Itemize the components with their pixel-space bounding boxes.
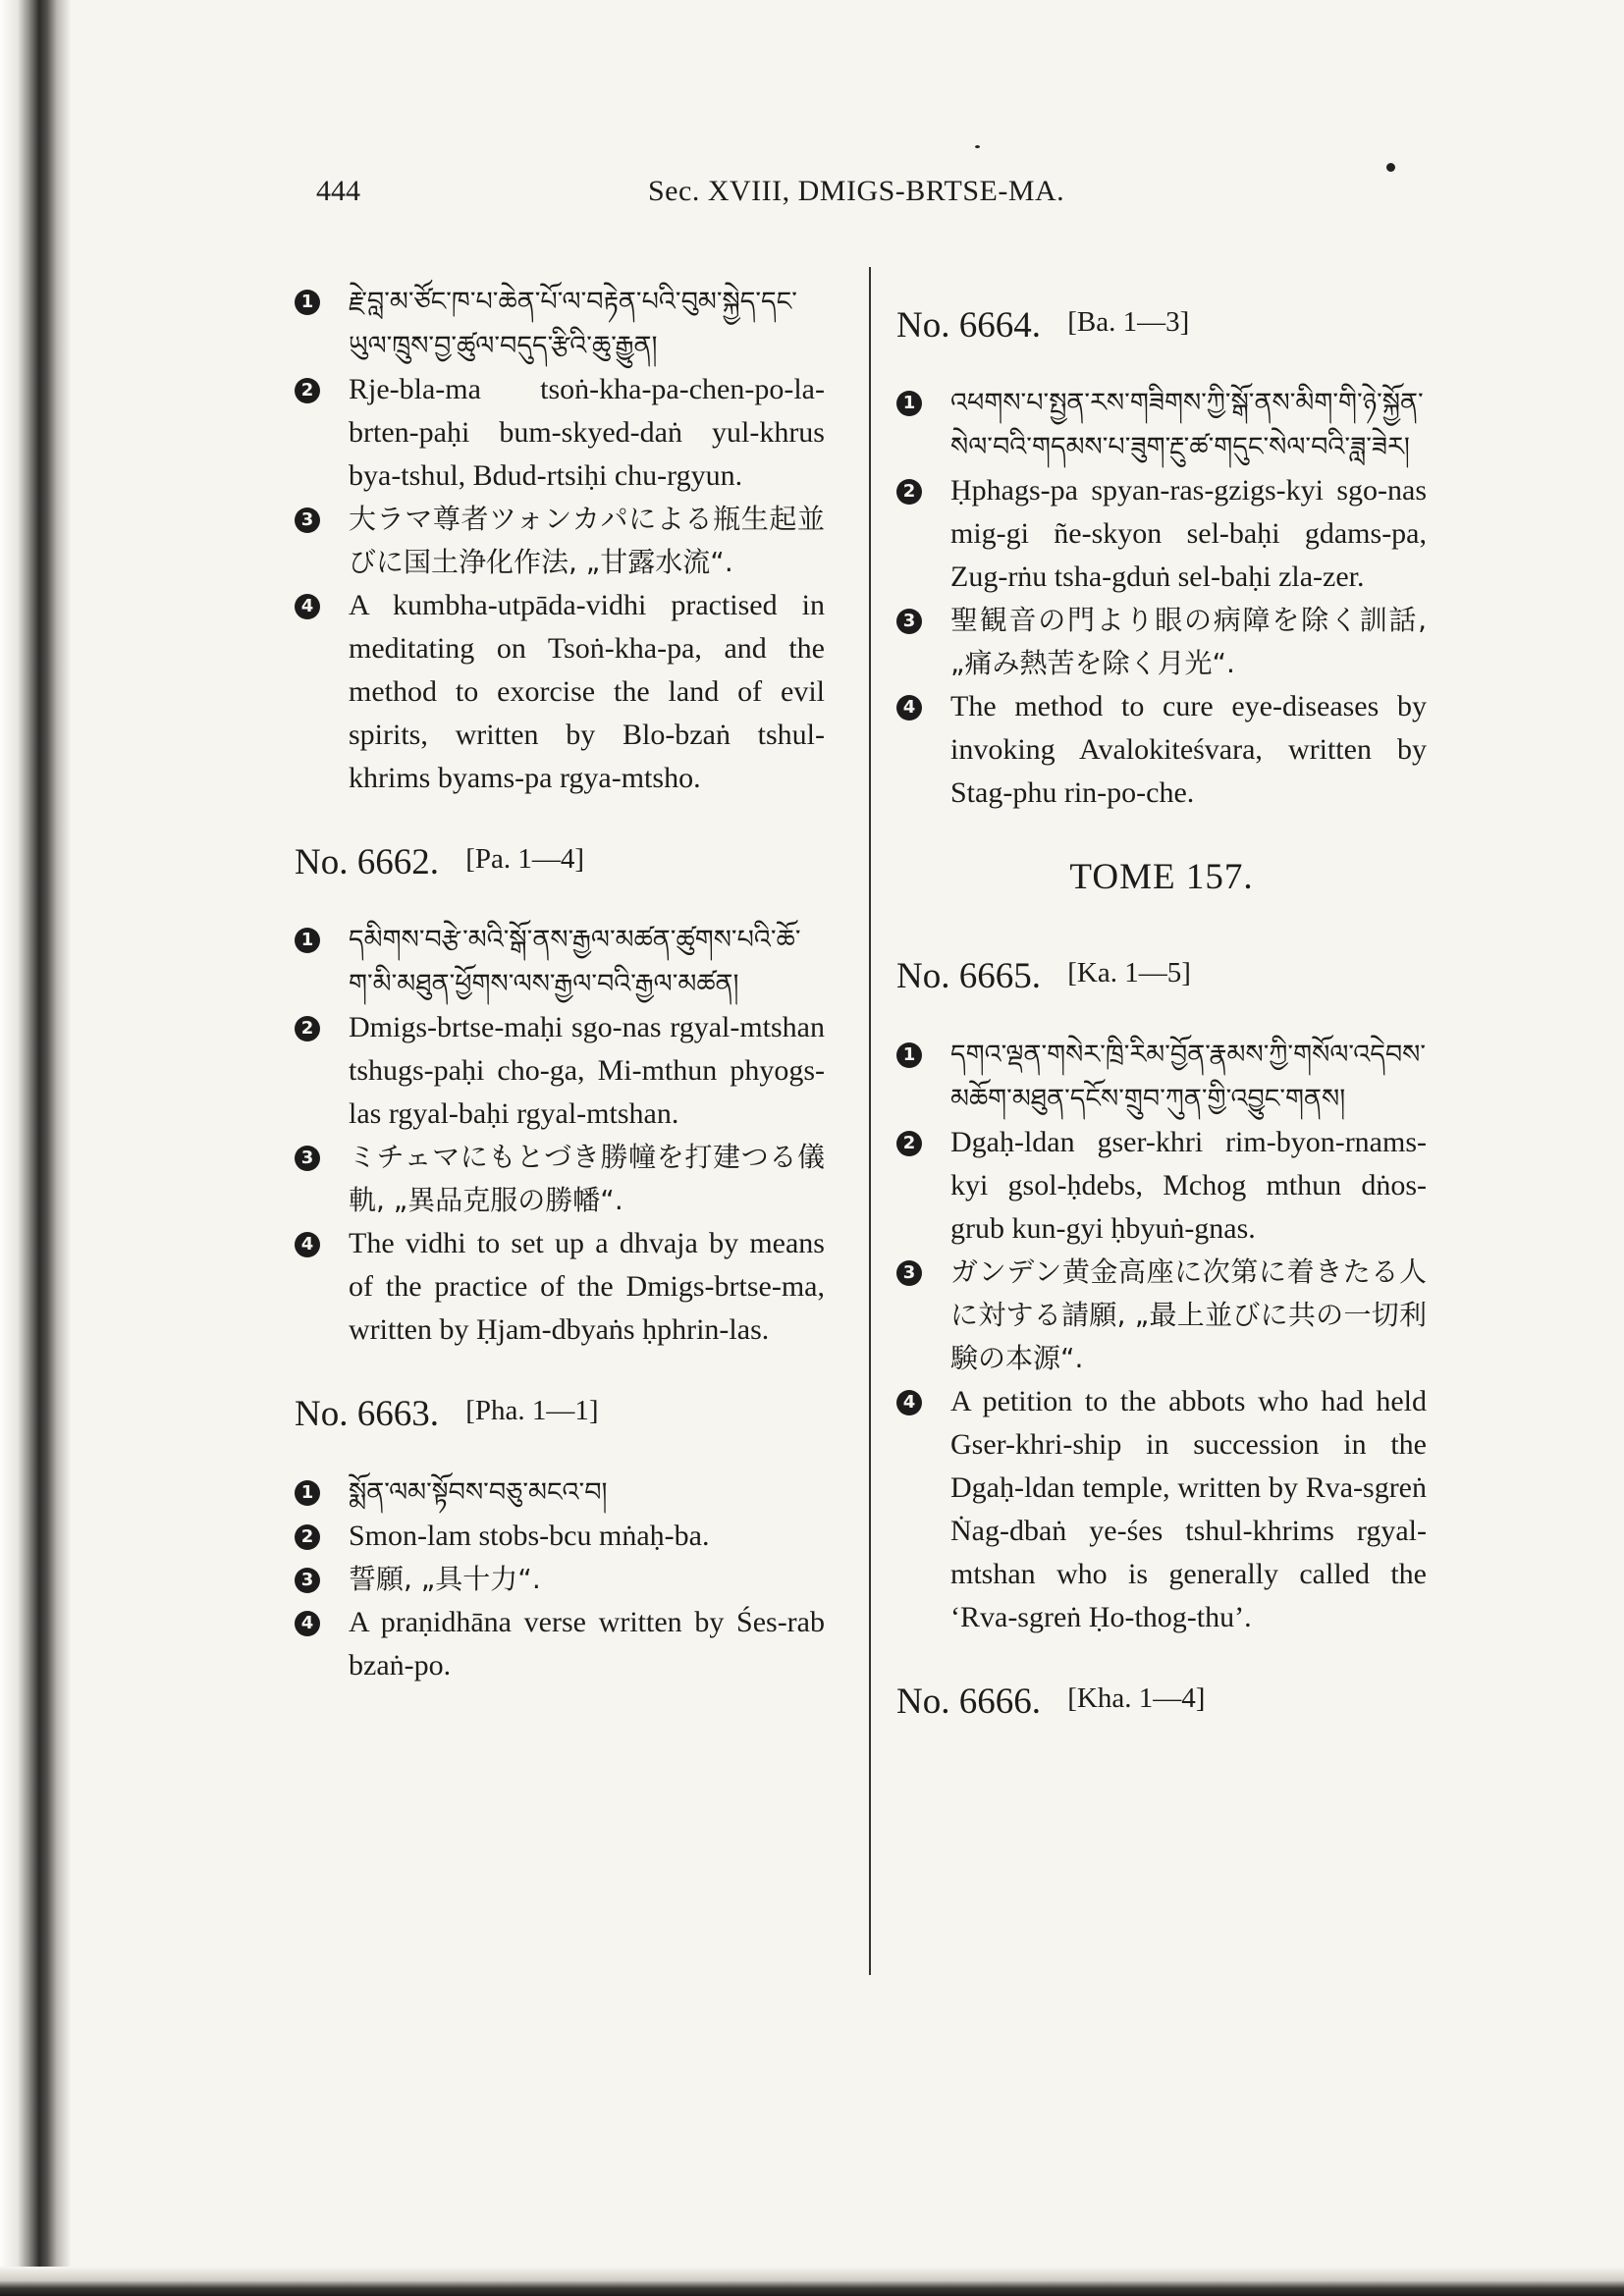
number-2-icon: 2: [896, 479, 922, 505]
catalog-entry: [295, 841, 825, 1352]
entry-heading: [295, 841, 825, 884]
entry-heading: [896, 1681, 1427, 1724]
left-column: [295, 280, 825, 1729]
number-2-icon: 2: [295, 1016, 320, 1041]
ink-speck: [1386, 163, 1395, 172]
japanese-title: 3 ミチェマにもとづき勝幢を打建つる儀軌, „異品克服の勝幡“.: [295, 1136, 825, 1222]
right-column: [896, 304, 1427, 1765]
number-4-icon: 4: [295, 1232, 320, 1257]
ink-speck: [975, 145, 980, 148]
page-number: 444: [316, 175, 360, 207]
catalog-entry: [295, 280, 825, 800]
running-title: Sec. XVIII, DMIGS-BRTSE-MA.: [648, 175, 1065, 207]
number-2-icon: 2: [896, 1131, 922, 1156]
page-bottom-edge: [0, 2267, 1624, 2296]
entry-heading: [896, 304, 1427, 347]
number-1-icon: 1: [295, 290, 320, 315]
number-3-icon: 3: [295, 1568, 320, 1593]
english-description: 4 The vidhi to set up a dhvaja by means of the practice of the Dmigs-brtse-ma, written by Ḥjam-dbyaṅs ḥphrin-las.: [295, 1222, 825, 1352]
entry-number: No. 6666.: [896, 1681, 1041, 1722]
number-1-icon: 1: [896, 1042, 922, 1068]
volume-reference: [Pha. 1—1]: [465, 1395, 599, 1427]
number-3-icon: 3: [896, 609, 922, 634]
english-description: 4 A petition to the abbots who had held Gser-khri-ship in succession in the Dgaḥ-ldan temple, written by Rva-sgreṅ Ṅag-dbaṅ ye-śes tshul-khrims rgyal-mtshan who is generally called the ‘Rva-sgreṅ Ḥo-thog-thu’.: [896, 1380, 1427, 1639]
volume-reference: [Ba. 1—3]: [1067, 306, 1190, 338]
number-1-icon: 1: [896, 391, 922, 416]
number-2-icon: 2: [295, 1524, 320, 1550]
tibetan-title: 1 རྗེ་བླ་མ་ཙོང་ཁ་པ་ཆེན་པོ་ལ་བརྟེན་པའི་བུམ་སྐྱེད་དང་ཡུལ་ཁྲུས་བྱ་ཚུལ་བདུད་རྩིའི་ཆུ་རྒྱུན།: [295, 280, 825, 368]
entry-heading: [896, 955, 1427, 998]
japanese-title: 3 大ラマ尊者ツォンカパによる瓶生起並びに国土浄化作法, „甘露水流“.: [295, 498, 825, 584]
catalog-entry: [896, 1681, 1427, 1724]
transliteration: 2 Dmigs-brtse-maḥi sgo-nas rgyal-mtshan tshugs-paḥi cho-ga, Mi-mthun phyogs-las rgyal-baḥi rgyal-mtshan.: [295, 1006, 825, 1136]
number-4-icon: 4: [896, 1390, 922, 1415]
japanese-title: 3 誓願, „具十力“.: [295, 1558, 825, 1601]
catalog-entry: [896, 304, 1427, 815]
volume-reference: [Ka. 1—5]: [1067, 957, 1191, 989]
column-divider: [869, 267, 871, 1975]
number-4-icon: 4: [295, 594, 320, 619]
number-4-icon: 4: [896, 695, 922, 721]
japanese-title: 3 聖観音の門より眼の病障を除く訓話, „痛み熱苦を除く月光“.: [896, 599, 1427, 685]
book-spine-shadow: [0, 0, 71, 2296]
tibetan-title: 1 སྨོན་ལམ་སྟོབས་བཅུ་མངའ་བ།: [295, 1470, 825, 1515]
catalog-entry: [295, 1393, 825, 1686]
tibetan-title: 1 འཕགས་པ་སྤྱན་རས་གཟིགས་ཀྱི་སྒོ་ནས་མིག་གི་ཉེ་སྐྱོན་སེལ་བའི་གདམས་པ་ཟུག་རྔུ་ཚ་གདུང་སེལ་བའི་ཟླ་ཟེར།: [896, 381, 1427, 469]
number-3-icon: 3: [295, 507, 320, 533]
entry-number: No. 6663.: [295, 1394, 439, 1435]
tome-heading: TOME 157.: [1069, 857, 1254, 898]
page-header: [0, 175, 1624, 214]
transliteration: 2 Dgaḥ-ldan gser-khri rim-byon-rnams-kyi gsol-ḥdebs, Mchog mthun dṅos-grub kun-gyi ḥbyuṅ-gnas.: [896, 1121, 1427, 1251]
english-description: 4 A praṇidhāna verse written by Śes-rab bzaṅ-po.: [295, 1601, 825, 1687]
transliteration: 2 Smon-lam stobs-bcu mṅaḥ-ba.: [295, 1515, 825, 1558]
volume-reference: [Pa. 1—4]: [465, 843, 585, 875]
number-1-icon: 1: [295, 928, 320, 953]
volume-reference: [Kha. 1—4]: [1067, 1682, 1206, 1714]
entry-number: No. 6664.: [896, 305, 1041, 346]
tibetan-title: 1 དགའ་ལྡན་གསེར་ཁྲི་རིམ་བྱོན་རྣམས་ཀྱི་གསོལ་འདེབས་མཆོག་མཐུན་དངོས་གྲུབ་ཀུན་གྱི་འབྱུང་གནས།: [896, 1033, 1427, 1121]
transliteration: 2 Rje-bla-ma tsoṅ-kha-pa-chen-po-la-brten-paḥi bum-skyed-daṅ yul-khrus bya-tshul, Bdud-rtsiḥi chu-rgyun.: [295, 368, 825, 498]
number-3-icon: 3: [896, 1260, 922, 1286]
entry-number: No. 6662.: [295, 842, 439, 882]
number-4-icon: 4: [295, 1611, 320, 1636]
tibetan-title: 1 དམིགས་བརྩེ་མའི་སྒོ་ནས་རྒྱལ་མཚན་ཚུགས་པའི་ཆོ་ག་མི་མཐུན་ཕྱོགས་ལས་རྒྱལ་བའི་རྒྱལ་མཚན།: [295, 918, 825, 1006]
number-3-icon: 3: [295, 1146, 320, 1171]
english-description: 4 The method to cure eye-diseases by invoking Avalokiteśvara, written by Stag-phu rin-po-che.: [896, 685, 1427, 815]
japanese-title: 3 ガンデン黄金高座に次第に着きたる人に対する請願, „最上並びに共の一切利験の本源“.: [896, 1251, 1427, 1380]
number-2-icon: 2: [295, 378, 320, 403]
entry-number: No. 6665.: [896, 956, 1041, 997]
transliteration: 2 Ḥphags-pa spyan-ras-gzigs-kyi sgo-nas mig-gi ñe-skyon sel-baḥi gdams-pa, Zug-rṅu tsha-gduṅ sel-baḥi zla-zer.: [896, 469, 1427, 599]
number-1-icon: 1: [295, 1480, 320, 1506]
entry-heading: [295, 1393, 825, 1436]
english-description: 4 A kumbha-utpāda-vidhi practised in meditating on Tsoṅ-kha-pa, and the method to exorcise the land of evil spirits, written by Blo-bzaṅ tshul-khrims byams-pa rgya-mtsho.: [295, 584, 825, 800]
catalog-entry: [896, 955, 1427, 1638]
